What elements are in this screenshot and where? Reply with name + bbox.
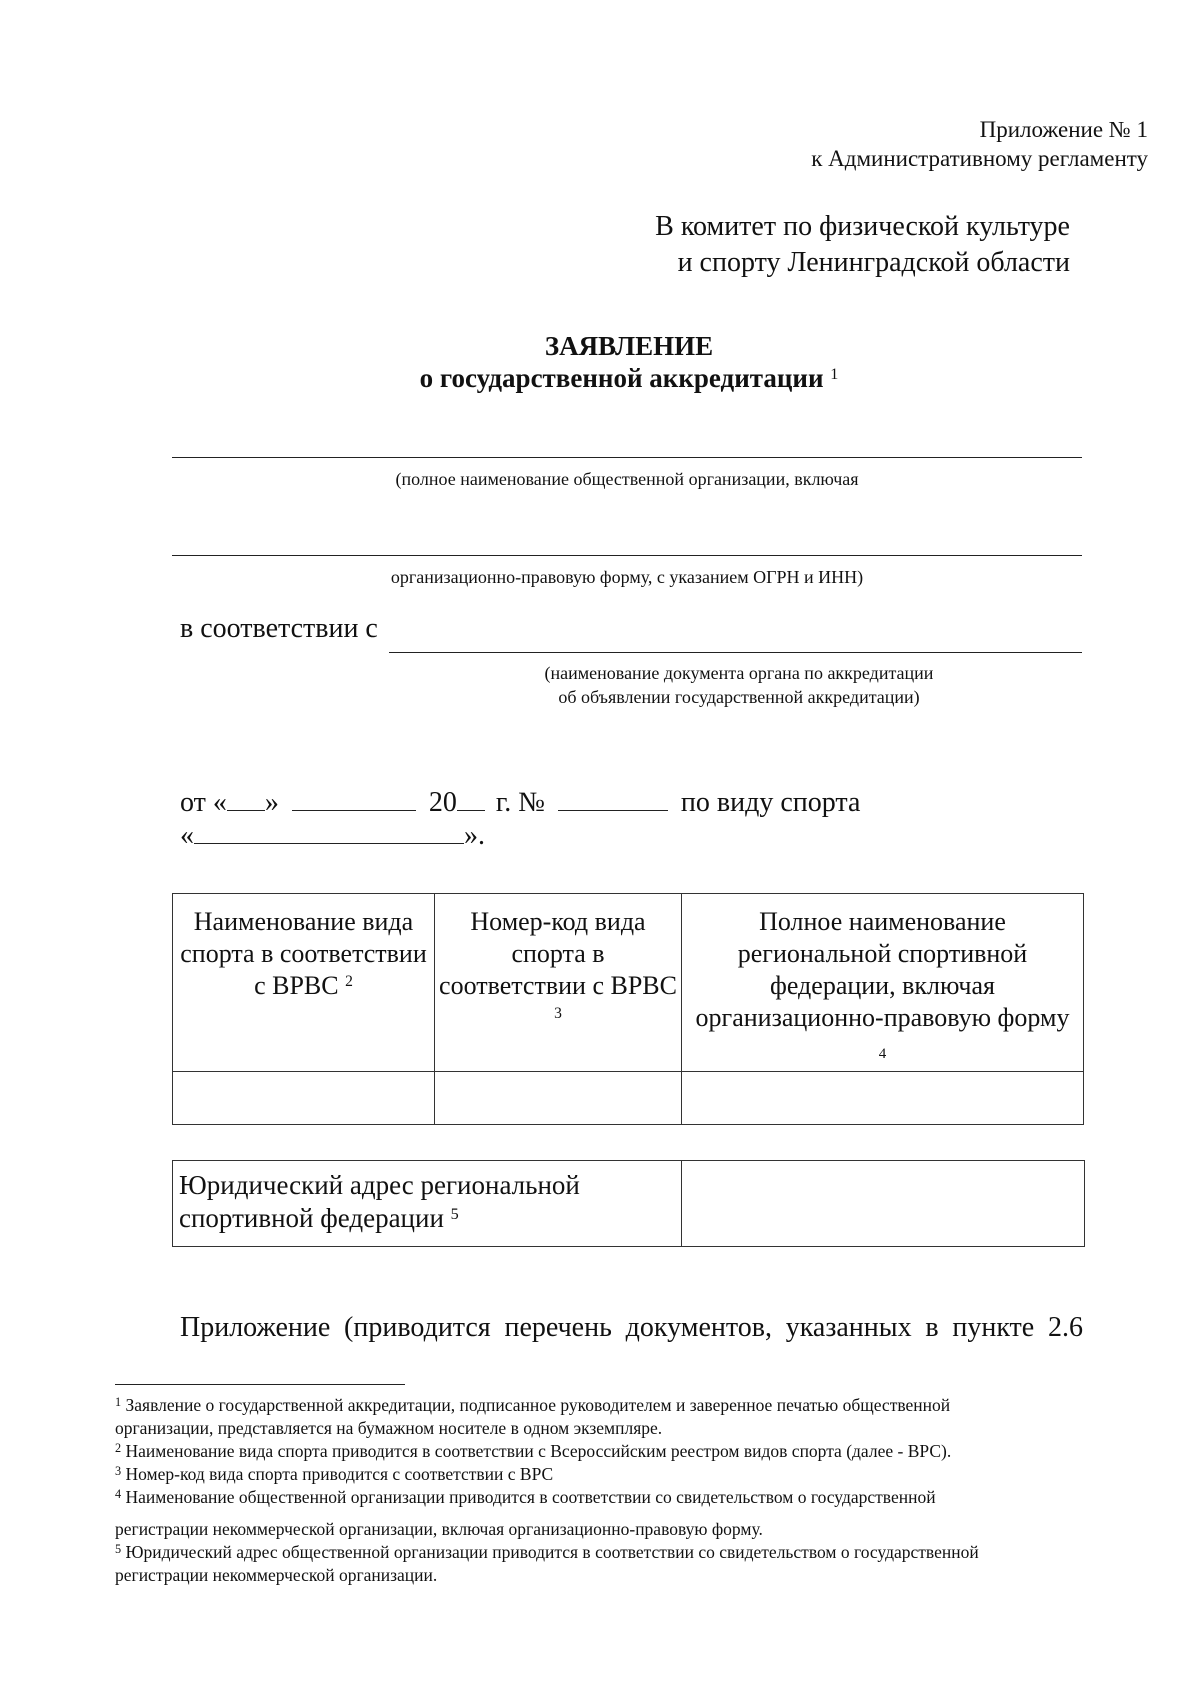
cell-federation-name[interactable] — [682, 1072, 1084, 1125]
footnote-5: $^5$ Юридический адрес общественной организации приводится в соответствии со свидетельством о государственной — [115, 1542, 979, 1562]
sport-open-quote: « — [180, 820, 194, 851]
footnote-ref-5: 5 — [450, 1205, 459, 1223]
footnote-1-cont: организации, представляется на бумажном носителе в одном экземпляре. — [115, 1418, 663, 1438]
document-title: ЗАЯВЛЕНИЕ — [544, 331, 714, 361]
footnote-1: $^1$ Заявление о государственной аккредитации, подписанное руководителем и заверенное печатью общественной — [115, 1395, 951, 1415]
footnote-4: $^4$ Наименование общественной организации приводится в соответствии со свидетельством о государственной — [115, 1487, 936, 1507]
basis-caption-1: (наименование документа органа по аккредитации — [544, 663, 934, 683]
header-federation-name: Полное наименование региональной спортивной федерации, включая организационно-правовую форму 4 — [682, 894, 1084, 1072]
sport-label: по виду спорта — [680, 787, 861, 818]
basis-caption-2: об объявлении государственной аккредитации) — [558, 687, 920, 707]
footnote-5-cont: регистрации некоммерческой организации. — [115, 1565, 438, 1585]
basis-line — [389, 652, 1082, 653]
footnote-ref-1: 1 — [830, 365, 839, 383]
address-label-cell — [173, 1161, 682, 1247]
org-name-caption-2: организационно-правовую форму, с указанием ОГРН и ИНН) — [390, 567, 864, 587]
basis-label: в соответствии с — [180, 613, 378, 644]
attachment-paragraph: Приложение (приводится перечень документов, указанных в пункте 2.6 — [180, 1312, 1083, 1343]
date-line — [180, 784, 860, 819]
addressee-line-1: В комитет по физической культуре — [655, 211, 1070, 242]
document-subtitle — [0, 361, 1200, 396]
header-sport-name: Наименование вида спорта в соответствии с ВРВС $^2$ — [173, 894, 435, 1072]
footnote-3: $^3$ Номер-код вида спорта приводится с соответствии с ВРС — [115, 1464, 554, 1484]
date-from: от « — [180, 787, 227, 818]
number-blank — [558, 784, 668, 811]
address-table-row — [173, 1161, 1085, 1247]
address-value-cell[interactable] — [682, 1161, 1085, 1247]
footnote-separator — [115, 1384, 405, 1385]
appendix-number: Приложение № 1 — [979, 117, 1148, 142]
year-prefix: 20 — [428, 787, 457, 818]
date-close-quote: » — [264, 787, 279, 818]
appendix-regulation: к Административному регламенту — [811, 146, 1148, 171]
footnote-2: $^2$ Наименование вида спорта приводится в соответствии с Всероссийским реестром видов спорта (далее - ВРС). — [115, 1441, 952, 1461]
footnote-ref-4: 4 — [878, 1046, 887, 1062]
address-label: Юридический адрес региональной спортивной федерации — [179, 1170, 580, 1233]
address-table — [172, 1160, 1085, 1247]
sports-table-row — [173, 1072, 1084, 1125]
header-sport-code: Номер-код вида спорта в соответствии с ВРВС $^3$ — [435, 894, 682, 1072]
sports-table-header-row — [173, 894, 1084, 1072]
footnote-4-cont: регистрации некоммерческой организации, включая организационно-правовую форму. — [115, 1519, 763, 1539]
sport-end: ». — [464, 820, 485, 851]
cell-sport-code[interactable] — [435, 1072, 682, 1125]
day-blank — [227, 784, 265, 811]
cell-sport-name[interactable] — [173, 1072, 435, 1125]
footnote-ref-3: 3 — [554, 1005, 562, 1022]
year-blank — [457, 784, 485, 811]
month-blank — [292, 784, 416, 811]
sport-blank — [194, 817, 464, 844]
org-name-line-1 — [172, 457, 1082, 458]
org-name-line-2 — [172, 555, 1082, 556]
addressee-line-2: и спорту Ленинградской области — [677, 247, 1070, 278]
document-subtitle-text: о государственной аккредитации — [419, 363, 824, 393]
number-label: г. № — [495, 787, 545, 818]
sports-table — [172, 893, 1084, 1125]
sport-line — [180, 817, 485, 852]
org-name-caption-1: (полное наименование общественной организации, включая — [395, 469, 859, 489]
footnote-ref-2: 2 — [345, 973, 353, 990]
